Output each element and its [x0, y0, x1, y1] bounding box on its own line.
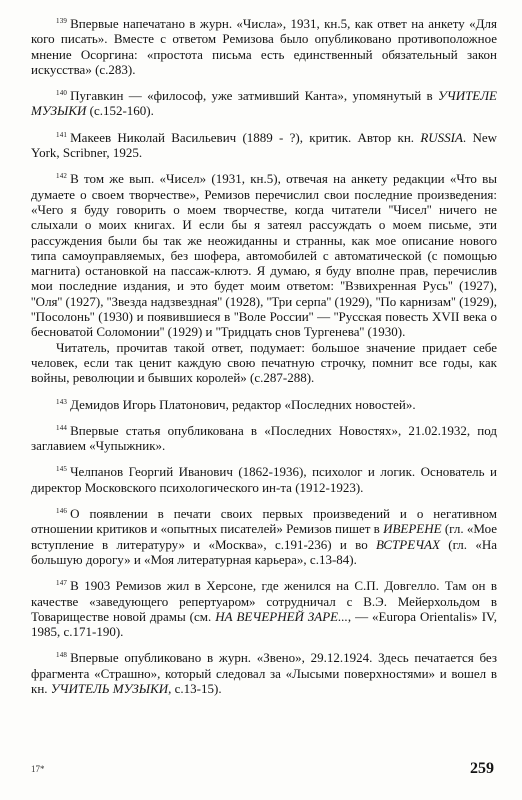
endnotes-list — [31, 14, 497, 705]
endnote-paragraph — [31, 648, 497, 696]
endnote-text: Макеев Николай Васильевич (1889 - ?), критик. Автор кн. — [70, 129, 421, 145]
endnote-text: (гл. «Мое вступление в литературу» и «Москва», с.191-236) и во — [31, 521, 497, 552]
endnote-title-italic: УЧИТЕЛЬ МУЗЫКИ — [50, 680, 169, 696]
endnote-title-italic: RUSSIA — [420, 129, 463, 145]
endnote — [31, 576, 497, 639]
endnote-paragraph — [31, 169, 497, 339]
endnote-paragraph — [31, 421, 497, 454]
endnote-text: Впервые статья опубликована в «Последних Новостях», 21.02.1932, под заглавием «Чупыжник». — [31, 422, 497, 454]
endnote-text: , с.13-15). — [168, 680, 222, 696]
endnote — [31, 14, 497, 77]
endnote-number: 141 — [56, 130, 68, 139]
endnote-paragraph — [31, 462, 497, 495]
endnote-text: Впервые опубликовано в журн. «Звено», 29.12.1924. Здесь печатается без фрагмента «Страшно», который следовал за «Лысыми поверхностями» и вошел в кн. — [31, 650, 497, 696]
endnote-number: 148 — [56, 651, 68, 660]
endnote — [31, 169, 497, 385]
endnote-number: 145 — [56, 465, 68, 474]
endnote-text: Пугавкин — «философ, уже затмивший Канта», упомянутый в — [70, 88, 438, 104]
endnote-number: 146 — [56, 507, 68, 516]
endnote-text: О появлении в печати своих первых произведений и о негативном отношении критиков и «опытных писателей» Ремизов пишет в — [31, 506, 497, 537]
endnote-paragraph — [31, 14, 497, 77]
endnote-number: 143 — [56, 397, 68, 406]
endnote-text: (с.152-160). — [86, 103, 154, 119]
endnote — [31, 648, 497, 696]
endnote-title-italic: НА ВЕЧЕРНЕЙ ЗАРЕ... — [215, 608, 348, 624]
endnote-number: 139 — [56, 17, 68, 25]
endnote-number: 144 — [56, 423, 68, 432]
endnote — [31, 462, 497, 495]
endnote-text: (гл. «На большую дорогу» и «Моя литературная карьера», с.13-84). — [31, 536, 497, 567]
endnote — [31, 86, 497, 119]
endnote-text: В том же вып. «Чисел» (1931, кн.5), отвечая на анкету редакции «Что вы думаете о своем творчестве», Ремизов перечислил свои последние произведения: «Чего я буду говорить о моем творчестве, когда читатели ''Чисел'' ничего не слыхали о моих книгах. И если бы я затеял рассуждать о моем письме, эти рассуждения были бы так же неожиданны и странны, как мое описание нового типа самоуправляемых, без шофера, автомобилей с автоматической (с помощью магнита) остановкой на пассаж-клютэ. Я думаю, я буду вполне прав, перечислив мои последние издания, и это будет моим ответом: ''Взвихренная Русь'' (1927), ''Оля'' (1927), ''Звезда надзвездная'' (1928), ''Три серпа'' (1929), ''По карнизам'' (1929), ''Посолонь'' (1930) и появившиеся в ''Воле России'' — ''Русская повесть XVII века о бесноватой Соломонии'' (1929) и ''Тридцать снов Тургенева'' (1930). — [31, 171, 497, 340]
endnote-text: . New York, Scribner, 1925. — [31, 129, 497, 161]
endnote-paragraph — [31, 86, 497, 119]
endnote-title-italic: ВСТРЕЧАХ — [376, 536, 440, 552]
endnote — [31, 128, 497, 161]
endnote-title-italic: УЧИТЕЛЕ МУЗЫКИ — [31, 88, 497, 119]
endnote-paragraph — [31, 128, 497, 161]
page-number: 259 — [470, 760, 494, 777]
endnote — [31, 504, 497, 567]
endnote-text: Демидов Игорь Платонович, редактор «Последних новостей». — [70, 396, 416, 412]
endnote-title-italic: ИВЕРЕНЕ — [383, 521, 442, 537]
endnote-text: Челпанов Георгий Иванович (1862-1936), психолог и логик. Основатель и директор Московского психологического ин-та (1912-1923). — [31, 464, 497, 495]
endnote — [31, 395, 497, 412]
printer-signature-mark: 17* — [31, 764, 45, 774]
endnote-continuation: Читатель, прочитав такой ответ, подумает: большое значение придает себе человек, если так ценит каждую свою печатную строчку, помнит все годы, как войны, революции и бывших королей» (с.287-288). — [31, 339, 497, 386]
endnote-text: , — «Europa Orientalis» IV, 1985, с.171-190). — [31, 608, 497, 640]
endnote-number: 147 — [56, 579, 68, 588]
endnote-number: 142 — [56, 172, 68, 181]
endnote-paragraph — [31, 576, 497, 639]
endnote-paragraph — [31, 395, 497, 412]
endnote-text: Впервые напечатано в журн. «Числа», 1931, кн.5, как ответ на анкету «Для кого писать». Вместе с ответом Ремизова было опубликовано противоположное мнение Осоргина: «простота письма есть единственный обязательный закон искусства» (с.283). — [31, 16, 497, 77]
endnote-paragraph — [31, 504, 497, 567]
endnote-number: 140 — [56, 89, 68, 98]
endnote — [31, 421, 497, 454]
endnote-text: В 1903 Ремизов жил в Херсоне, где женился на С.П. Довгелло. Там он в качестве «заведующего репертуаром» сотрудничал с В.Э. Мейерхольдом в Товариществе новой драмы (см. — [31, 578, 497, 624]
